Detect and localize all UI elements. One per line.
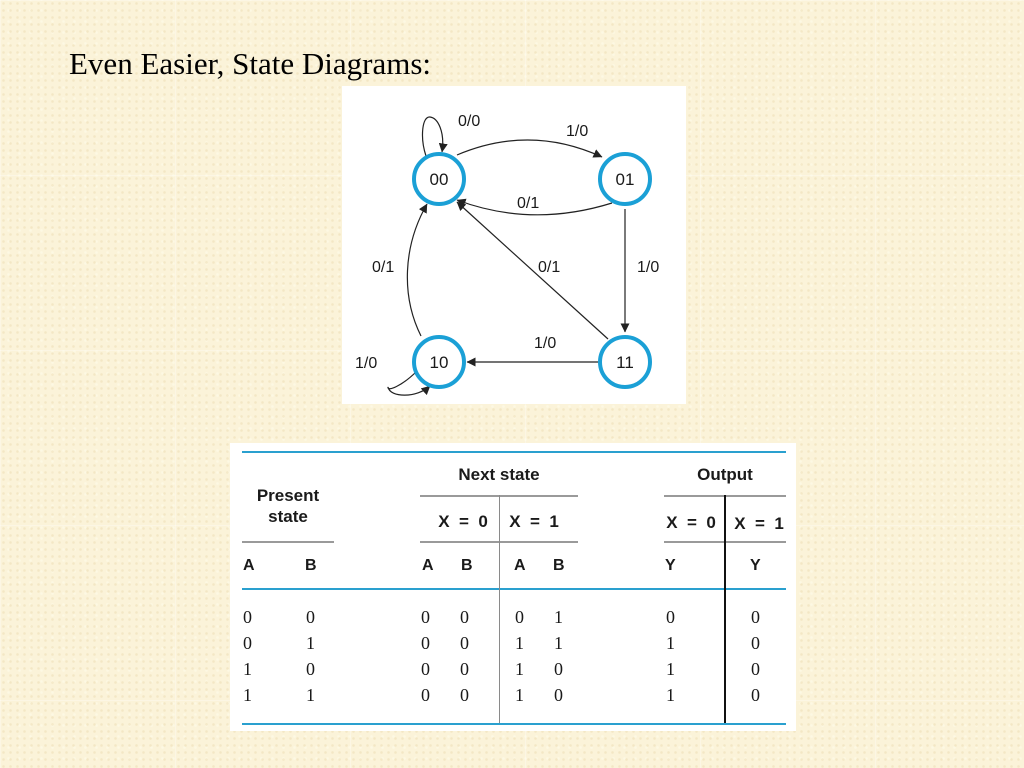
table-cell: 1: [554, 607, 563, 627]
output-x0-header: X = 0: [666, 513, 716, 532]
table-cell: 0: [460, 685, 469, 705]
table-cell: 1: [666, 659, 675, 679]
state-table: [230, 443, 796, 731]
next-state-header: Next state: [458, 465, 540, 484]
table-cell: 0: [243, 607, 252, 627]
output-x1-header: X = 1: [734, 514, 784, 533]
state-label-11: 11: [616, 353, 634, 372]
present-state-header: [242, 485, 334, 528]
column-header-rule: [242, 588, 786, 590]
edge-label-11-10: 1/0: [534, 335, 557, 352]
state-label-01: 01: [615, 170, 635, 189]
state-label-00: 00: [429, 170, 449, 189]
edge-label-11-00: 0/1: [538, 259, 561, 276]
next-x0-header: X = 0: [438, 512, 488, 531]
column-header: Y: [665, 557, 676, 574]
table-cell: 0: [421, 659, 430, 679]
table-cell: 1: [666, 685, 675, 705]
table-top-rule: [242, 451, 786, 453]
edge-label-00-00: 0/0: [458, 113, 481, 130]
state-label-10: 10: [429, 353, 449, 372]
edge-label-10-10: 1/0: [355, 355, 378, 372]
table-cell: 1: [515, 685, 524, 705]
state-diagram: [342, 86, 686, 404]
table-cell: 0: [421, 607, 430, 627]
table-cell: 0: [460, 659, 469, 679]
table-cell: 0: [751, 659, 760, 679]
table-cell: 1: [515, 659, 524, 679]
column-header: B: [553, 557, 565, 574]
state-node-01: [600, 154, 650, 204]
state-node-10: [414, 337, 464, 387]
edge-label-00-01: 1/0: [566, 123, 589, 140]
column-header: A: [514, 557, 526, 574]
edge-00-01: [457, 140, 602, 157]
edge-label-01-00: 0/1: [517, 195, 540, 212]
table-cell: 0: [460, 633, 469, 653]
column-header: B: [461, 557, 473, 574]
table-cell: 0: [666, 607, 675, 627]
edge-label-10-00: 0/1: [372, 259, 395, 276]
column-header: Y: [750, 557, 761, 574]
output-header: Output: [697, 465, 753, 484]
table-cell: 1: [666, 633, 675, 653]
table-cell: 0: [751, 685, 760, 705]
table-cell: 1: [243, 685, 252, 705]
table-bottom-rule: [242, 723, 786, 725]
present-state-header-text: Present state: [256, 486, 320, 527]
edge-11-00: [457, 202, 608, 339]
state-node-11: [600, 337, 650, 387]
table-cell: 0: [306, 659, 315, 679]
table-cell: 1: [243, 659, 252, 679]
column-header: B: [305, 557, 317, 574]
next-x1-header: X = 1: [509, 512, 559, 531]
present-state-rule: [242, 541, 334, 543]
table-cell: 1: [306, 685, 315, 705]
table-cell: 0: [243, 633, 252, 653]
table-cell: 0: [751, 607, 760, 627]
slide-title: Even Easier, State Diagrams:: [69, 46, 432, 81]
edge-label-01-11: 1/0: [637, 259, 660, 276]
table-cell: 0: [554, 659, 563, 679]
table-cell: 0: [751, 633, 760, 653]
edge-10-00: [407, 204, 427, 336]
column-header: A: [243, 557, 255, 574]
table-cell: 0: [554, 685, 563, 705]
table-cell: 1: [515, 633, 524, 653]
table-cell: 0: [460, 607, 469, 627]
state-diagram-svg: [342, 86, 686, 404]
state-node-00: [414, 154, 464, 204]
column-header: A: [422, 557, 434, 574]
table-cell: 0: [515, 607, 524, 627]
next-state-divider: [499, 495, 500, 723]
table-cell: 0: [421, 633, 430, 653]
output-divider: [724, 495, 726, 723]
edge-00-00: [423, 117, 443, 156]
table-cell: 1: [306, 633, 315, 653]
table-cell: 1: [554, 633, 563, 653]
table-cell: 0: [306, 607, 315, 627]
table-cell: 0: [421, 685, 430, 705]
